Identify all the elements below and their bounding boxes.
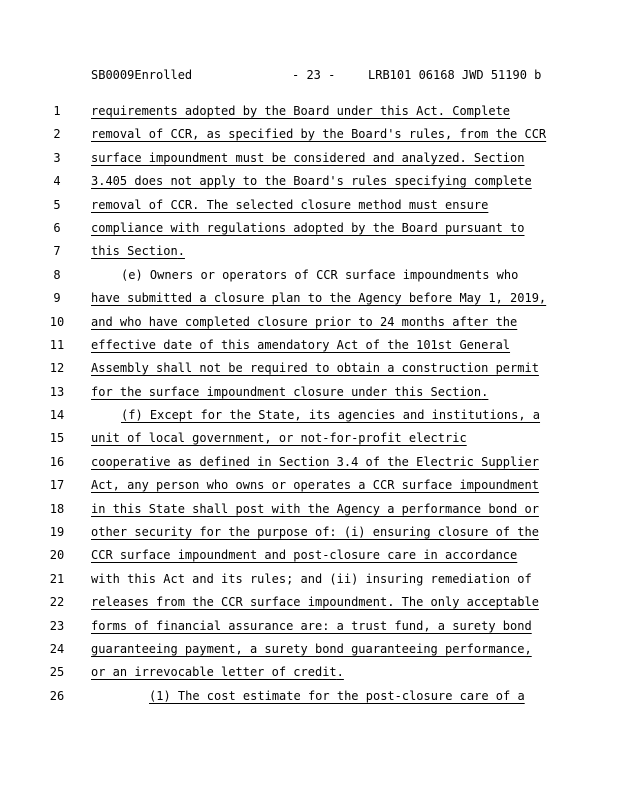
text-line <box>0 408 618 431</box>
line-text: removal of CCR. The selected closure method must ensure <box>91 197 489 212</box>
line-number: 5 <box>53 197 61 212</box>
line-text: have submitted a closure plan to the Agency before May 1, 2019, <box>91 291 547 306</box>
line-text: Act, any person who owns or operates a CCR surface impoundment <box>91 478 539 493</box>
text-line <box>0 198 618 221</box>
line-number: 6 <box>53 220 61 235</box>
text-line <box>0 595 618 618</box>
bill-text-body <box>0 104 618 712</box>
lrb-reference: LRB101 06168 JWD 51190 b <box>368 68 542 82</box>
line-text: cooperative as defined in Section 3.4 of the Electric Supplier <box>91 454 539 469</box>
text-line <box>0 431 618 454</box>
line-number: 10 <box>49 314 65 329</box>
text-line <box>0 385 618 408</box>
line-text: compliance with regulations adopted by the Board pursuant to <box>91 220 525 235</box>
line-text: guaranteeing payment, a surety bond guaranteeing performance, <box>91 641 532 656</box>
line-number: 4 <box>53 174 61 189</box>
line-text: (e) Owners or operators of CCR surface impoundments who <box>121 267 519 282</box>
line-number: 7 <box>53 244 61 259</box>
line-number: 16 <box>49 454 65 469</box>
text-line <box>0 689 618 712</box>
line-number: 3 <box>53 150 61 165</box>
page-header <box>0 68 618 84</box>
line-text: or an irrevocable letter of credit. <box>91 665 344 680</box>
text-line <box>0 502 618 525</box>
line-text: other security for the purpose of: (i) ensuring closure of the <box>91 525 539 540</box>
line-text: (1) The cost estimate for the post-closure care of a <box>149 688 525 703</box>
line-number: 23 <box>49 618 65 633</box>
line-number: 26 <box>49 688 65 703</box>
line-text: for the surface impoundment closure under this Section. <box>91 384 489 399</box>
text-line <box>0 572 618 595</box>
text-line <box>0 104 618 127</box>
line-text: unit of local government, or not-for-profit electric <box>91 431 467 446</box>
text-line <box>0 127 618 150</box>
line-text: this Section. <box>91 244 185 259</box>
line-text: requirements adopted by the Board under this Act. Complete <box>91 104 511 118</box>
line-number: 1 <box>53 104 61 118</box>
line-number: 21 <box>49 571 65 586</box>
line-number: 14 <box>49 408 65 423</box>
line-number: 2 <box>53 127 61 142</box>
text-line <box>0 338 618 361</box>
page-number: - 23 - <box>292 68 336 82</box>
text-line <box>0 665 618 688</box>
line-text: (f) Except for the State, its agencies and institutions, a <box>121 408 541 423</box>
line-text: in this State shall post with the Agency a performance bond or <box>91 501 539 516</box>
text-line <box>0 455 618 478</box>
text-line <box>0 268 618 291</box>
text-line <box>0 174 618 197</box>
text-line <box>0 619 618 642</box>
line-text: releases from the CCR surface impoundment. The only acceptable <box>91 595 539 610</box>
text-line <box>0 244 618 267</box>
text-line <box>0 548 618 571</box>
line-number: 24 <box>49 641 65 656</box>
line-number: 13 <box>49 384 65 399</box>
line-number: 15 <box>49 431 65 446</box>
text-line <box>0 151 618 174</box>
text-line <box>0 525 618 548</box>
line-number: 11 <box>49 337 65 352</box>
text-line <box>0 221 618 244</box>
line-text: surface impoundment must be considered and analyzed. Section <box>91 150 525 165</box>
line-text: removal of CCR, as specified by the Board's rules, from the CCR <box>91 127 547 142</box>
bill-number: SB0009Enrolled <box>91 68 193 82</box>
line-text: 3.405 does not apply to the Board's rules specifying complete <box>91 174 532 189</box>
text-line <box>0 291 618 314</box>
line-number: 12 <box>49 361 65 376</box>
line-text: effective date of this amendatory Act of the 101st General <box>91 337 511 352</box>
line-number: 18 <box>49 501 65 516</box>
line-number: 22 <box>49 595 65 610</box>
text-line <box>0 642 618 665</box>
line-text: Assembly shall not be required to obtain a construction permit <box>91 361 539 376</box>
line-text: and who have completed closure prior to 24 months after the <box>91 314 518 329</box>
line-number: 19 <box>49 525 65 540</box>
text-line <box>0 361 618 384</box>
line-text: with this Act and its rules; and (ii) insuring remediation of <box>91 571 532 586</box>
line-number: 17 <box>49 478 65 493</box>
line-text: forms of financial assurance are: a trust fund, a surety bond <box>91 618 532 633</box>
line-number: 8 <box>53 267 61 282</box>
line-number: 20 <box>49 548 65 563</box>
line-text: CCR surface impoundment and post-closure care in accordance <box>91 548 518 563</box>
text-line <box>0 478 618 501</box>
line-number: 9 <box>53 291 61 306</box>
text-line <box>0 315 618 338</box>
line-number: 25 <box>49 665 65 680</box>
